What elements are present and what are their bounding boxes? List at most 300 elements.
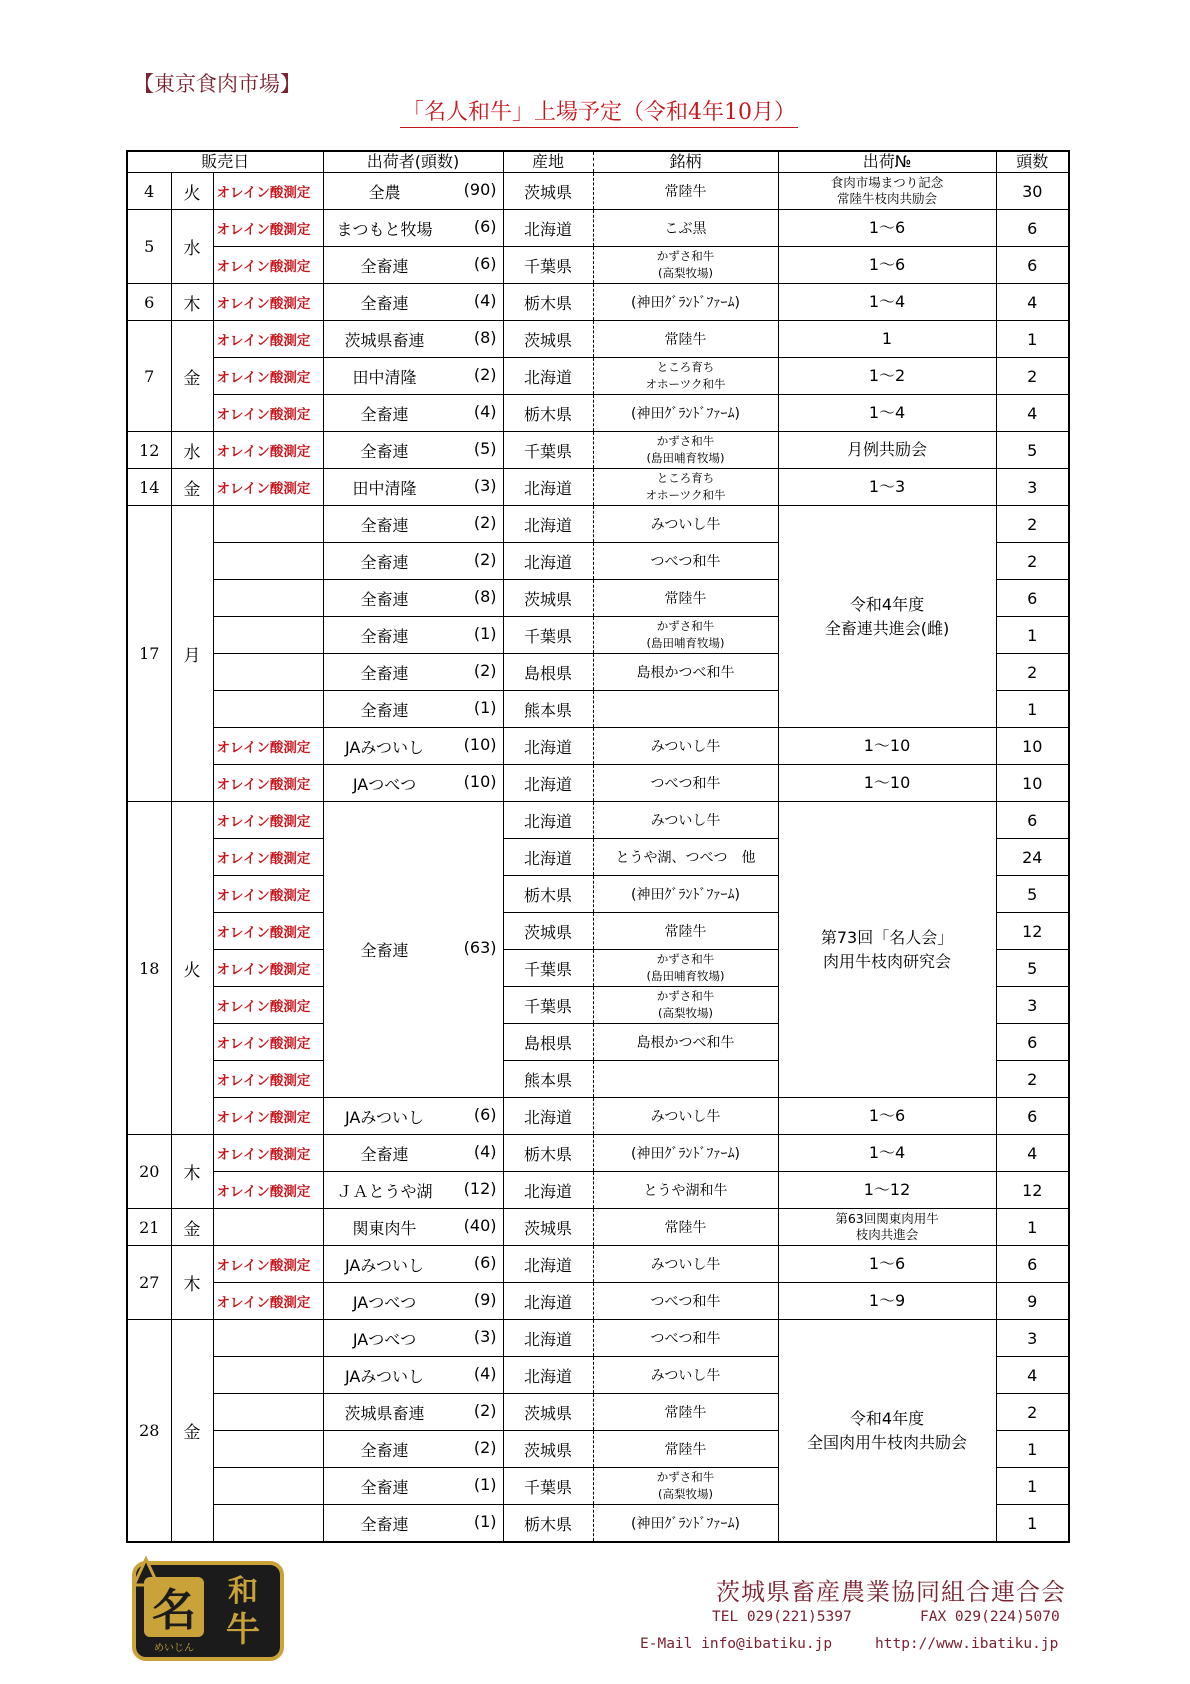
brand-name: (神田ｸﾞﾗﾝﾄﾞﾌｧｰﾑ) (631, 887, 740, 903)
shipper-name: 全畜連 (360, 552, 409, 572)
table-row (127, 1246, 1069, 1283)
brand-cell (593, 358, 778, 395)
brand-cell (593, 543, 778, 580)
sale-day-weekday: 木 (171, 1246, 213, 1320)
shipper-cell (323, 1283, 503, 1320)
shipper-count: (8) (473, 327, 497, 347)
logo-kanji-mei: 名 (152, 1585, 196, 1636)
sale-day-weekday: 木 (171, 284, 213, 321)
shipper-name: 田中清隆 (352, 478, 417, 498)
brand-name: 島根かつべ和牛 (636, 665, 735, 681)
brand-sub: (高梨牧場) (658, 1487, 713, 1501)
olein-measure-flag: オレイン酸測定 (213, 839, 323, 876)
ship-no-line1: 1～4 (868, 403, 906, 422)
heads-cell: 5 (996, 432, 1069, 469)
sale-day-date: 7 (127, 321, 171, 432)
footer-org-name: 茨城県畜産農業協同組合連合会 (716, 1578, 1066, 1606)
brand-name: つべつ和牛 (650, 1331, 721, 1347)
origin-cell: 熊本県 (503, 691, 593, 728)
ship-no-cell (778, 765, 996, 802)
brand-cell (593, 1209, 778, 1246)
table-row (127, 1320, 1069, 1357)
shipper-cell (323, 617, 503, 654)
brand-cell (593, 765, 778, 802)
shipper-cell (323, 469, 503, 506)
brand-cell (593, 1135, 778, 1172)
shipper-count: (5) (473, 438, 497, 458)
shipper-name: 全畜連 (360, 1440, 409, 1460)
ship-no-line1: 1～6 (868, 255, 906, 274)
brand-cell (593, 913, 778, 950)
shipper-count: (1) (473, 1511, 497, 1531)
brand-name: みついし牛 (650, 739, 721, 755)
sale-day-date: 18 (127, 802, 171, 1135)
shipper-name: 全畜連 (360, 293, 409, 313)
heads-cell: 2 (996, 543, 1069, 580)
heads-cell: 1 (996, 321, 1069, 358)
origin-cell: 北海道 (503, 1283, 593, 1320)
olein-measure-flag (213, 617, 323, 654)
heads-cell: 10 (996, 728, 1069, 765)
origin-cell: 北海道 (503, 1320, 593, 1357)
brand-cell (593, 173, 778, 210)
brand-cell (593, 506, 778, 543)
shipper-cell (323, 506, 503, 543)
ship-no-cell (778, 506, 996, 728)
shipper-count: (10) (463, 734, 497, 754)
origin-cell: 千葉県 (503, 617, 593, 654)
heads-cell: 24 (996, 839, 1069, 876)
ship-no-cell (778, 173, 996, 210)
shipper-cell (323, 580, 503, 617)
brand-sub: (高梨牧場) (658, 1006, 713, 1020)
table-row (127, 432, 1069, 469)
shipper-cell (323, 1394, 503, 1431)
shipper-name: 全畜連 (360, 515, 409, 535)
brand-cell (593, 691, 778, 728)
table-row (127, 765, 1069, 802)
table-row (127, 1209, 1069, 1246)
shipper-count: (6) (473, 253, 497, 273)
heads-cell: 12 (996, 913, 1069, 950)
origin-cell: 茨城県 (503, 1394, 593, 1431)
olein-measure-flag (213, 691, 323, 728)
brand-name: (神田ｸﾞﾗﾝﾄﾞﾌｧｰﾑ) (631, 1146, 740, 1162)
ship-no-line1: 第73回「名人会」 (820, 927, 954, 947)
brand-name: (神田ｸﾞﾗﾝﾄﾞﾌｧｰﾑ) (631, 295, 740, 311)
sale-day-weekday: 金 (171, 1209, 213, 1246)
brand-name: とうや湖和牛 (643, 1183, 728, 1199)
heads-cell: 2 (996, 358, 1069, 395)
table-header-row (127, 151, 1069, 173)
origin-cell: 茨城県 (503, 321, 593, 358)
origin-cell: 栃木県 (503, 395, 593, 432)
origin-cell: 北海道 (503, 358, 593, 395)
sale-day-weekday: 水 (171, 210, 213, 284)
shipper-name: 全畜連 (360, 663, 409, 683)
shipper-count: (1) (473, 1474, 497, 1494)
olein-measure-flag: オレイン酸測定 (213, 913, 323, 950)
olein-measure-flag: オレイン酸測定 (213, 358, 323, 395)
brand-name: つべつ和牛 (650, 776, 721, 792)
origin-cell: 北海道 (503, 1357, 593, 1394)
brand-cell (593, 321, 778, 358)
ship-no-line1: 1 (881, 329, 893, 348)
brand-name: みついし牛 (650, 1109, 721, 1125)
table-row (127, 173, 1069, 210)
sale-day-date: 6 (127, 284, 171, 321)
sale-day-weekday: 月 (171, 506, 213, 802)
origin-cell: 千葉県 (503, 987, 593, 1024)
shipper-name: まつもと牧場 (336, 219, 433, 239)
brand-name: 常陸牛 (664, 184, 707, 200)
shipper-name: 茨城県畜連 (344, 1403, 425, 1423)
shipper-cell (323, 1135, 503, 1172)
olein-measure-flag (213, 543, 323, 580)
brand-cell (593, 987, 778, 1024)
shipper-count: (2) (473, 660, 497, 680)
origin-cell: 栃木県 (503, 1135, 593, 1172)
shipper-name: 全畜連 (360, 1477, 409, 1497)
origin-cell: 栃木県 (503, 1505, 593, 1543)
shipper-count: (6) (473, 1104, 497, 1124)
ship-no-cell (778, 1098, 996, 1135)
olein-measure-flag (213, 1320, 323, 1357)
origin-cell: 栃木県 (503, 876, 593, 913)
olein-measure-flag: オレイン酸測定 (213, 173, 323, 210)
shipper-name: 全畜連 (360, 941, 409, 960)
heads-cell: 6 (996, 210, 1069, 247)
origin-cell: 北海道 (503, 210, 593, 247)
olein-measure-flag: オレイン酸測定 (213, 321, 323, 358)
origin-cell: 茨城県 (503, 1431, 593, 1468)
olein-measure-flag (213, 654, 323, 691)
shipper-cell (323, 543, 503, 580)
shipper-name: JAみついし (344, 737, 425, 757)
meijin-wagyu-logo (128, 1555, 288, 1665)
table-row (127, 247, 1069, 284)
shipper-count: (4) (473, 401, 497, 421)
olein-measure-flag (213, 1505, 323, 1543)
brand-cell (593, 247, 778, 284)
olein-measure-flag: オレイン酸測定 (213, 950, 323, 987)
heads-cell: 3 (996, 1320, 1069, 1357)
brand-cell (593, 654, 778, 691)
ship-no-line1: 1～12 (863, 1180, 911, 1199)
olein-measure-flag: オレイン酸測定 (213, 284, 323, 321)
brand-cell (593, 1320, 778, 1357)
shipper-count: (4) (473, 1363, 497, 1383)
ship-no-line1: 1～9 (868, 1291, 906, 1310)
shipper-cell (323, 284, 503, 321)
olein-measure-flag: オレイン酸測定 (213, 395, 323, 432)
ship-no-cell (778, 1320, 996, 1543)
origin-cell: 栃木県 (503, 284, 593, 321)
brand-cell (593, 469, 778, 506)
shipper-name: 茨城県畜連 (344, 330, 425, 350)
origin-cell: 茨城県 (503, 173, 593, 210)
sale-day-date: 4 (127, 173, 171, 210)
heads-cell: 12 (996, 1172, 1069, 1209)
brand-name: 常陸牛 (664, 591, 707, 607)
footer-fax: FAX 029(224)5070 (920, 1609, 1060, 1625)
shipper-name: JAみついし (344, 1107, 425, 1127)
shipper-name: JAみついし (344, 1366, 425, 1386)
header-ship-no: 出荷№ (778, 151, 996, 173)
shipper-cell (323, 395, 503, 432)
olein-measure-flag: オレイン酸測定 (213, 876, 323, 913)
shipper-count: (10) (463, 771, 497, 791)
sale-day-weekday: 金 (171, 469, 213, 506)
ship-no-line1: 令和4年度 (849, 594, 925, 614)
brand-cell (593, 728, 778, 765)
brand-name: 常陸牛 (664, 1442, 707, 1458)
shipper-count: (6) (473, 1252, 497, 1272)
olein-measure-flag: オレイン酸測定 (213, 1024, 323, 1061)
sale-day-weekday: 火 (171, 802, 213, 1135)
ship-no-line1: 1～2 (868, 366, 906, 385)
sale-day-date: 14 (127, 469, 171, 506)
shipper-name: JAつべつ (352, 774, 417, 794)
brand-name: かずさ和牛 (656, 619, 715, 633)
sale-day-date: 21 (127, 1209, 171, 1246)
table-row (127, 506, 1069, 543)
shipper-name: 全畜連 (360, 1144, 409, 1164)
brand-name: (神田ｸﾞﾗﾝﾄﾞﾌｧｰﾑ) (631, 406, 740, 422)
brand-sub: (島田哺育牧場) (646, 636, 725, 650)
olein-measure-flag: オレイン酸測定 (213, 469, 323, 506)
heads-cell: 2 (996, 1394, 1069, 1431)
origin-cell: 北海道 (503, 1098, 593, 1135)
olein-measure-flag: オレイン酸測定 (213, 1061, 323, 1098)
heads-cell: 1 (996, 1468, 1069, 1505)
brand-cell (593, 1394, 778, 1431)
heads-cell: 4 (996, 1357, 1069, 1394)
shipper-cell (323, 691, 503, 728)
brand-cell (593, 1505, 778, 1543)
table-row (127, 321, 1069, 358)
brand-cell (593, 1098, 778, 1135)
shipper-cell (323, 802, 503, 1098)
shipper-count: (6) (473, 216, 497, 236)
shipper-cell (323, 1320, 503, 1357)
brand-name: かずさ和牛 (656, 249, 715, 263)
shipper-cell (323, 654, 503, 691)
brand-cell (593, 1061, 778, 1098)
ship-no-line1: 食肉市場まつり記念 (830, 175, 944, 190)
brand-cell (593, 1431, 778, 1468)
ship-no-cell (778, 395, 996, 432)
shipper-count: (2) (473, 549, 497, 569)
shipper-count: (1) (473, 697, 497, 717)
ship-no-line2: 枝肉共進会 (855, 1227, 919, 1242)
sale-day-weekday: 金 (171, 1320, 213, 1543)
table-row (127, 1098, 1069, 1135)
heads-cell: 6 (996, 1098, 1069, 1135)
brand-name: (神田ｸﾞﾗﾝﾄﾞﾌｧｰﾑ) (631, 1516, 740, 1532)
shipper-count: (63) (463, 938, 497, 957)
brand-cell (593, 876, 778, 913)
shipper-name: 全畜連 (360, 1514, 409, 1534)
heads-cell: 1 (996, 691, 1069, 728)
heads-cell: 1 (996, 1209, 1069, 1246)
brand-cell (593, 839, 778, 876)
logo-kanji-wa: 和 (228, 1574, 258, 1609)
shipper-cell (323, 1246, 503, 1283)
ship-no-line1: 1～3 (868, 477, 906, 496)
ship-no-cell (778, 247, 996, 284)
shipper-count: (3) (473, 1326, 497, 1346)
ship-no-cell (778, 728, 996, 765)
brand-name: ところ育ち (656, 360, 715, 374)
origin-cell: 島根県 (503, 1024, 593, 1061)
origin-cell: 北海道 (503, 839, 593, 876)
olein-measure-flag: オレイン酸測定 (213, 210, 323, 247)
ship-no-cell (778, 432, 996, 469)
heads-cell: 10 (996, 765, 1069, 802)
origin-cell: 茨城県 (503, 580, 593, 617)
origin-cell: 茨城県 (503, 913, 593, 950)
origin-cell: 北海道 (503, 1246, 593, 1283)
olein-measure-flag: オレイン酸測定 (213, 987, 323, 1024)
brand-cell (593, 1172, 778, 1209)
brand-name: かずさ和牛 (656, 434, 715, 448)
table-row (127, 210, 1069, 247)
heads-cell: 1 (996, 1431, 1069, 1468)
olein-measure-flag (213, 1209, 323, 1246)
shipper-cell (323, 321, 503, 358)
brand-sub: (高梨牧場) (658, 266, 713, 280)
sale-day-weekday: 木 (171, 1135, 213, 1209)
shipper-name: 関東肉牛 (352, 1218, 417, 1238)
brand-cell (593, 1357, 778, 1394)
heads-cell: 4 (996, 284, 1069, 321)
shipper-cell (323, 1172, 503, 1209)
olein-measure-flag (213, 506, 323, 543)
brand-name: みついし牛 (650, 1368, 721, 1384)
sale-day-date: 20 (127, 1135, 171, 1209)
ship-no-line1: 1～4 (868, 1143, 906, 1162)
shipper-cell (323, 1357, 503, 1394)
olein-measure-flag (213, 580, 323, 617)
shipper-count: (40) (463, 1215, 497, 1235)
table-row (127, 1172, 1069, 1209)
heads-cell: 5 (996, 950, 1069, 987)
origin-cell: 北海道 (503, 506, 593, 543)
brand-cell (593, 617, 778, 654)
origin-cell: 熊本県 (503, 1061, 593, 1098)
heads-cell: 2 (996, 506, 1069, 543)
ship-no-line1: 1～10 (863, 736, 911, 755)
header-sale-day: 販売日 (127, 151, 323, 173)
footer-email: E-Mail info@ibatiku.jp (640, 1636, 833, 1652)
shipper-count: (1) (473, 623, 497, 643)
olein-measure-flag: オレイン酸測定 (213, 802, 323, 839)
brand-name: 常陸牛 (664, 332, 707, 348)
brand-cell (593, 1246, 778, 1283)
shipper-cell (323, 210, 503, 247)
header-brand: 銘柄 (593, 151, 778, 173)
ship-no-line1: 1～6 (868, 1106, 906, 1125)
brand-name: 島根かつべ和牛 (636, 1035, 735, 1051)
shipper-cell (323, 765, 503, 802)
ship-no-line1: 第63回関東肉用牛 (835, 1211, 939, 1226)
sale-day-date: 12 (127, 432, 171, 469)
brand-cell (593, 1283, 778, 1320)
shipper-name: 全畜連 (360, 404, 409, 424)
ship-no-cell (778, 210, 996, 247)
olein-measure-flag: オレイン酸測定 (213, 247, 323, 284)
heads-cell: 6 (996, 580, 1069, 617)
brand-sub: (島田哺育牧場) (646, 969, 725, 983)
shipper-name: 全畜連 (360, 700, 409, 720)
table-row (127, 395, 1069, 432)
heads-cell: 3 (996, 469, 1069, 506)
ship-no-line2: 肉用牛枝肉研究会 (823, 951, 952, 971)
table-row (127, 284, 1069, 321)
origin-cell: 北海道 (503, 728, 593, 765)
shipper-cell (323, 247, 503, 284)
brand-sub: オホーツク和牛 (645, 488, 726, 502)
ship-no-cell (778, 1283, 996, 1320)
shipper-name: JAみついし (344, 1255, 425, 1275)
brand-sub: (島田哺育牧場) (646, 451, 725, 465)
footer-url: http://www.ibatiku.jp (875, 1636, 1059, 1652)
brand-name: とうや湖、つべつ 他 (615, 850, 756, 866)
olein-measure-flag: オレイン酸測定 (213, 432, 323, 469)
shipper-cell (323, 1505, 503, 1543)
olein-measure-flag (213, 1468, 323, 1505)
ship-no-line1: 月例共励会 (847, 440, 928, 459)
brand-cell (593, 210, 778, 247)
olein-measure-flag (213, 1431, 323, 1468)
brand-name: こぶ黒 (664, 221, 707, 237)
sale-day-date: 28 (127, 1320, 171, 1543)
ship-no-line2: 全畜連共進会(雌) (824, 618, 950, 638)
table-row (127, 802, 1069, 839)
ship-no-line2: 全国肉用牛枝肉共励会 (807, 1432, 968, 1452)
ship-no-line1: 1～10 (863, 773, 911, 792)
brand-cell (593, 395, 778, 432)
shipper-count: (4) (473, 1141, 497, 1161)
shipper-count: (8) (473, 586, 497, 606)
heads-cell: 4 (996, 395, 1069, 432)
brand-name: 常陸牛 (664, 1405, 707, 1421)
table-row (127, 1283, 1069, 1320)
brand-name: みついし牛 (650, 813, 721, 829)
origin-cell: 島根県 (503, 654, 593, 691)
brand-name: ところ育ち (656, 471, 715, 485)
heads-cell: 6 (996, 247, 1069, 284)
shipper-name: ＪＡとうや湖 (336, 1181, 433, 1201)
brand-sub: オホーツク和牛 (645, 377, 726, 391)
brand-cell (593, 1468, 778, 1505)
ship-no-cell (778, 1246, 996, 1283)
brand-name: つべつ和牛 (650, 1294, 721, 1310)
shipper-cell (323, 1468, 503, 1505)
brand-name: 常陸牛 (664, 924, 707, 940)
brand-cell (593, 284, 778, 321)
shipper-count: (2) (473, 512, 497, 532)
olein-measure-flag (213, 1357, 323, 1394)
origin-cell: 千葉県 (503, 247, 593, 284)
brand-cell (593, 1024, 778, 1061)
table-row (127, 358, 1069, 395)
brand-name: かずさ和牛 (656, 989, 715, 1003)
origin-cell: 茨城県 (503, 1209, 593, 1246)
heads-cell: 1 (996, 1505, 1069, 1543)
logo-reading: めいじん (154, 1643, 194, 1654)
